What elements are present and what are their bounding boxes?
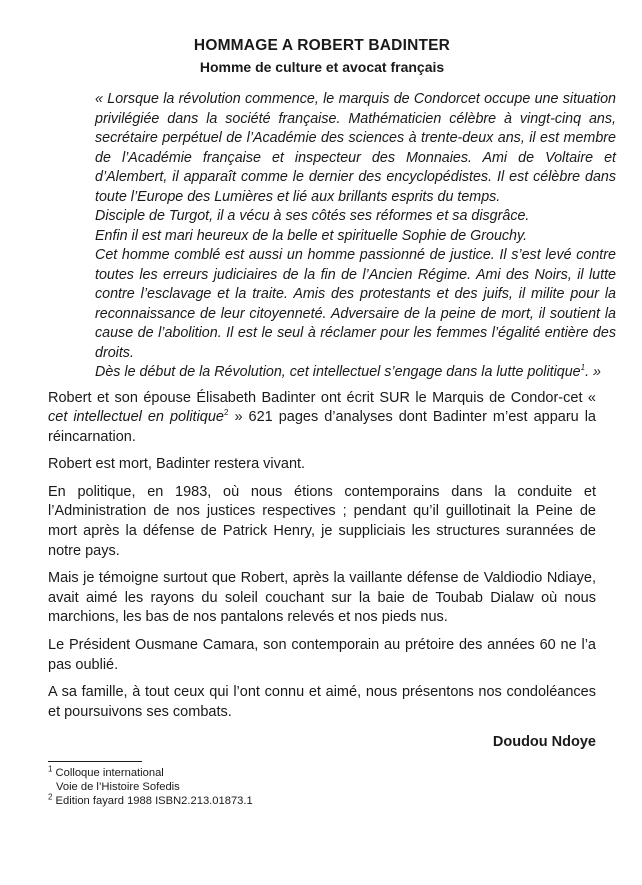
- footnote-1: [48, 764, 596, 781]
- footnotes: [48, 764, 596, 808]
- quote-paragraph: Enfin il est mari heureux de la belle et spirituelle Sophie de Grouchy.: [95, 227, 528, 244]
- body-paragraph: Le Président Ousmane Camara, son contemporain au prétoire des années 60 ne l’a pas oublié.: [48, 637, 596, 673]
- footnote-divider: [48, 761, 142, 762]
- footnote-number: 2: [48, 791, 53, 801]
- book-title: cet intellectuel en politique: [48, 409, 224, 426]
- page-subtitle: Homme de culture et avocat français: [199, 59, 445, 75]
- document-page: [48, 36, 616, 808]
- footnote-text: Colloque international: [52, 767, 164, 780]
- footnote-ref-2: 2: [224, 408, 229, 418]
- body-text: » 621 pages d’analyses dont Badinter m’est apparu la réincarnation.: [48, 409, 597, 445]
- page-title: HOMMAGE A ROBERT BADINTER: [193, 37, 451, 54]
- quote-paragraph: Cet homme comblé est aussi un homme passionné de justice. Il s’est levé contre toutes les erreurs judiciaires de la fin de l’Ancien Régime. Ami des Noirs, il lutte contre l’esclavage et la traite. Amis des protestants et des juifs, il milite pour la reconnaissance de leur citoyenneté. Adversaire de la peine de mort, il soutient la cause de l’abolition. Il est le seul à réclamer pour les femmes l’égalité entière des droits.: [95, 247, 616, 361]
- body-text: Robert et son épouse Élisabeth Badinter ont écrit SUR le Marquis de Condor-cet «: [48, 389, 596, 406]
- footnote-number: 1: [48, 764, 53, 774]
- quote-paragraph: « Lorsque la révolution commence, le marquis de Condorcet occupe une situation privilégiée dans la société française. Mathématicien célèbre à vingt-cinq ans, secrétaire perpétuel de l’Académie des sciences à trente-deux ans, il est membre de l’Académie française et inspecteur des Monnaies. Ami de Voltaire et d’Alembert, il apparaît comme le dernier des encyclopédistes. Il est célèbre dans toute l’Europe des Lumières et lié aux brillants esprits du temps.: [95, 91, 616, 205]
- body-paragraph: Robert est mort, Badinter restera vivant.: [48, 456, 306, 473]
- quote-close: . »: [585, 364, 601, 380]
- quote-paragraph: [95, 363, 616, 383]
- body-paragraph: Mais je témoigne surtout que Robert, après la vaillante défense de Valdiodio Ndiaye, avait aimé les rayons du soleil couchant sur la baie de Toubab Dialaw où nous marchions, les bas de nos pantalons relevés et nos pieds nus.: [48, 570, 596, 626]
- body-paragraph: En politique, en 1983, où nous étions contemporains dans la conduite et l’Administration de nos justices respectives ; pendant qu’il guillotinait la Peine de mort après la défense de Patrick Henry, je suppliciais les structures surannées de notre pays.: [48, 483, 596, 559]
- footnote-text: Edition fayard 1988 ISBN2.213.01873.1: [52, 794, 253, 807]
- signature: Doudou Ndoye: [492, 734, 596, 751]
- footnote-ref-1: 1: [580, 363, 586, 373]
- body-paragraph: A sa famille, à tout ceux qui l’ont connu et aimé, nous présentons nos condoléances et poursuivons ses combats.: [48, 684, 596, 720]
- quote-block: [95, 90, 616, 383]
- footnote-2: [48, 791, 596, 809]
- quote-paragraph: Disciple de Turgot, il a vécu à ses côtés ses réformes et sa disgrâce.: [95, 208, 530, 224]
- body-paragraph: [48, 389, 596, 448]
- quote-text: Dès le début de la Révolution, cet intellectuel s’engage dans la lutte politique: [95, 364, 581, 380]
- footnote-1-continued: Voie de l’Histoire Sofedis: [56, 781, 180, 793]
